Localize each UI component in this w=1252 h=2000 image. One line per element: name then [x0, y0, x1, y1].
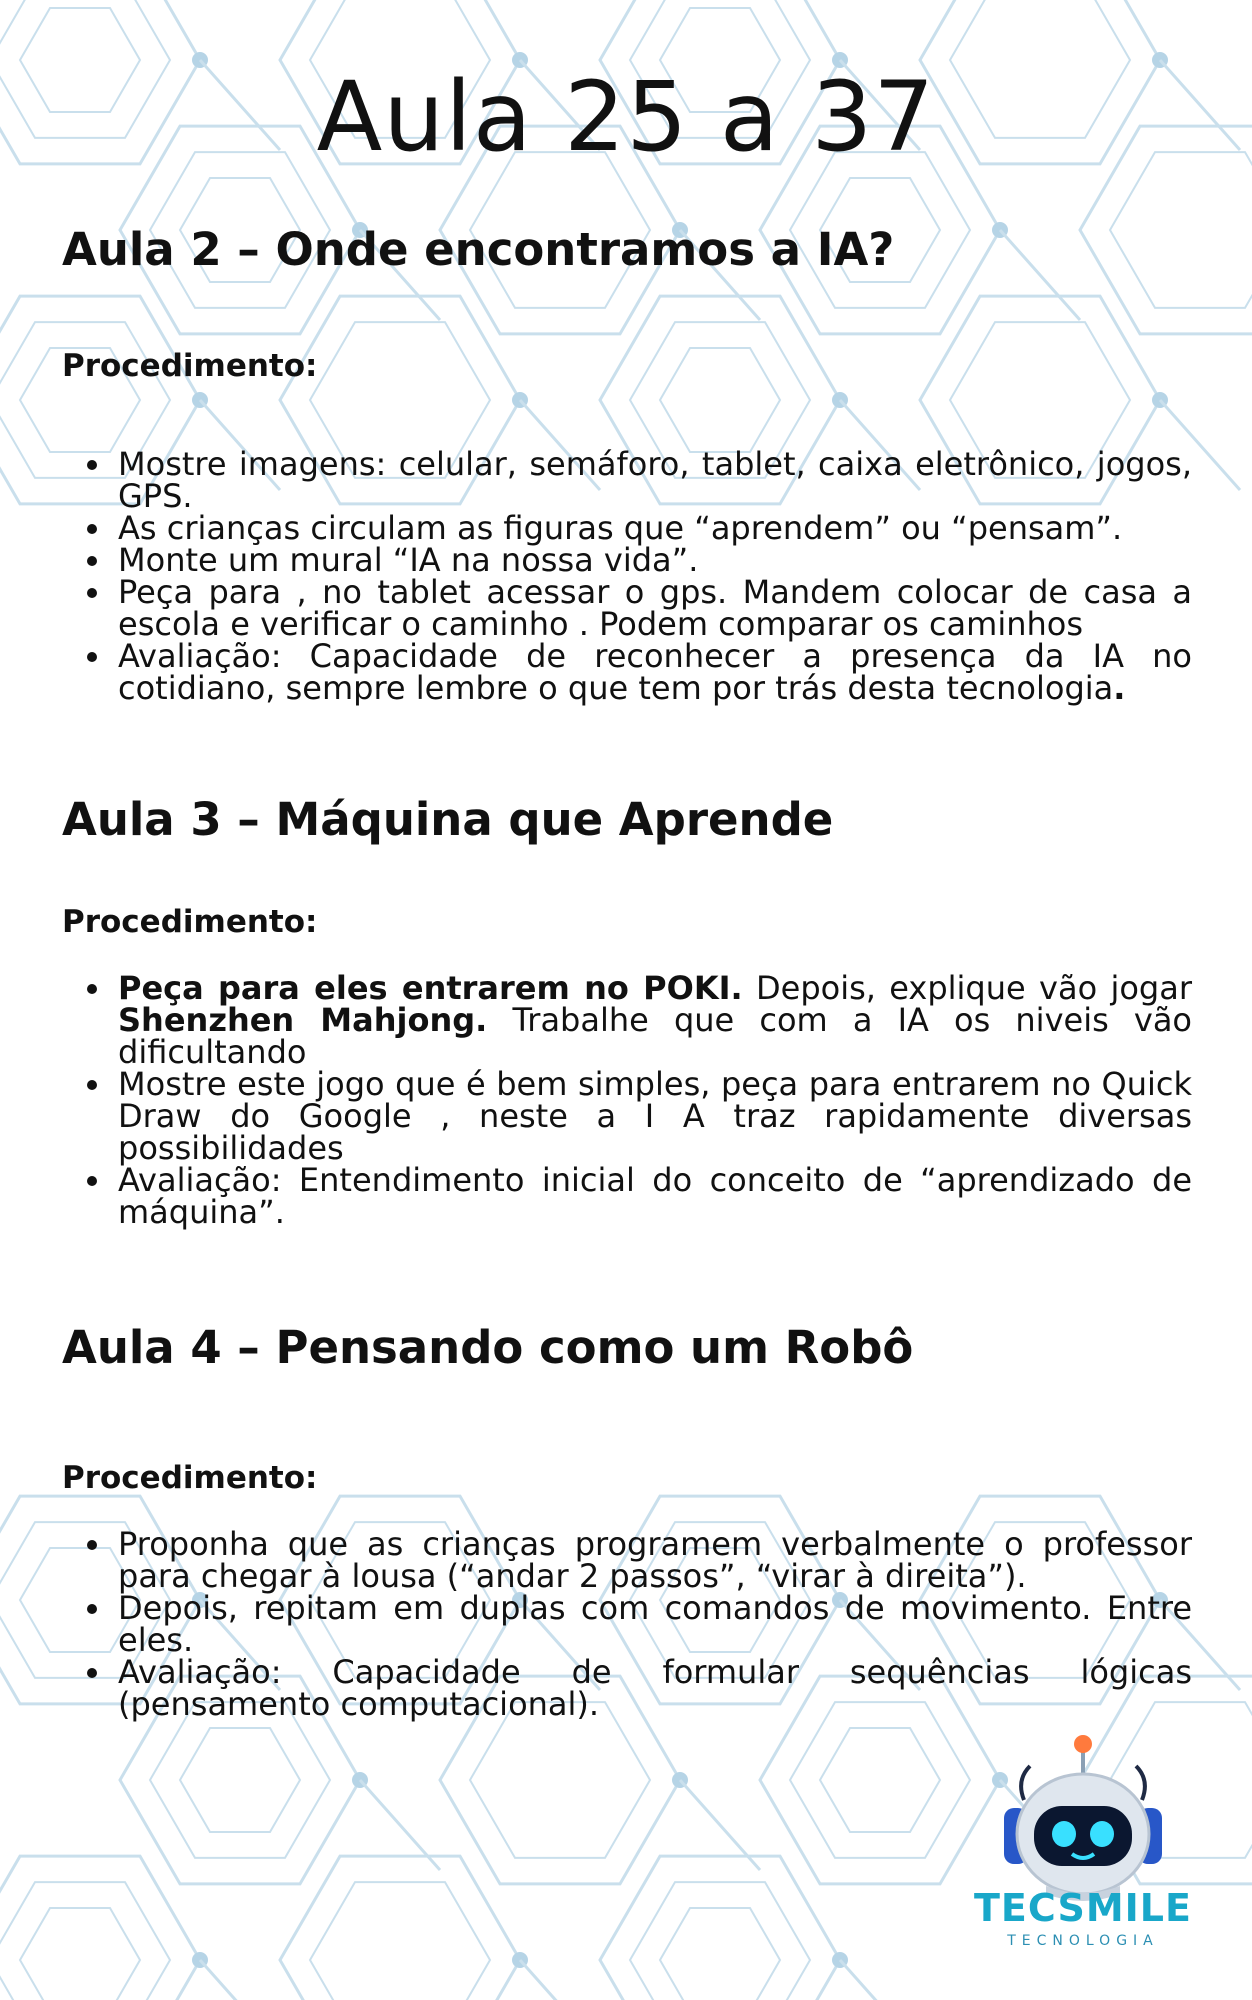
brand-tagline: TECNOLOGIA — [1007, 1933, 1159, 1949]
list-item: Avaliação: Entendimento inicial do conceito de “aprendizado de máquina”. — [118, 1161, 1192, 1231]
section-heading: Aula 3 – Máquina que Aprende — [62, 793, 834, 846]
list-item: Avaliação: Capacidade de formular sequências lógicas (pensamento computacional). — [118, 1653, 1192, 1723]
list-item: Depois, repitam em duplas com comandos de movimento. Entre eles. — [118, 1589, 1192, 1659]
list-item: Mostre este jogo que é bem simples, peça para entrarem no Quick Draw do Google , neste a I A traz rapidamente diversas possibilidades — [118, 1065, 1192, 1167]
list-item: Avaliação: Capacidade de reconhecer a presença da IA no cotidiano, sempre lembre o que tem por trás desta tecnologia. — [118, 637, 1192, 707]
section-aula-2 — [62, 222, 1192, 707]
list-item: Mostre imagens: celular, semáforo, tablet, caixa eletrônico, jogos, GPS. — [118, 445, 1192, 515]
procedure-list — [62, 445, 1192, 707]
procedure-label: Procedimento: — [62, 348, 318, 384]
list-item: As crianças circulam as figuras que “aprendem” ou “pensam”. — [118, 512, 1192, 544]
list-item: Peça para , no tablet acessar o gps. Mandem colocar de casa a escola e verificar o caminho . Podem comparar os caminhos — [118, 573, 1192, 643]
brand-name: TECSMILE — [974, 1886, 1192, 1930]
procedure-list — [62, 969, 1192, 1231]
list-item: Proponha que as crianças programem verbalmente o professor para chegar à lousa (“andar 2 passos”, “virar à direita”). — [118, 1525, 1192, 1595]
page-title: Aula 25 a 37 — [316, 61, 936, 173]
section-aula-3 — [62, 792, 1192, 1231]
list-item: Peça para eles entrarem no POKI. Depois, explique vão jogar Shenzhen Mahjong. Trabalhe que com a IA os niveis vão dificultando — [118, 969, 1192, 1071]
list-item: Monte um mural “IA na nossa vida”. — [118, 544, 1192, 576]
procedure-list — [62, 1525, 1192, 1723]
procedure-label: Procedimento: — [62, 904, 318, 940]
section-aula-4 — [62, 1320, 1192, 1723]
section-heading: Aula 4 – Pensando como um Robô — [62, 1321, 914, 1374]
section-heading: Aula 2 – Onde encontramos a IA? — [62, 223, 895, 276]
procedure-label: Procedimento: — [62, 1460, 318, 1496]
